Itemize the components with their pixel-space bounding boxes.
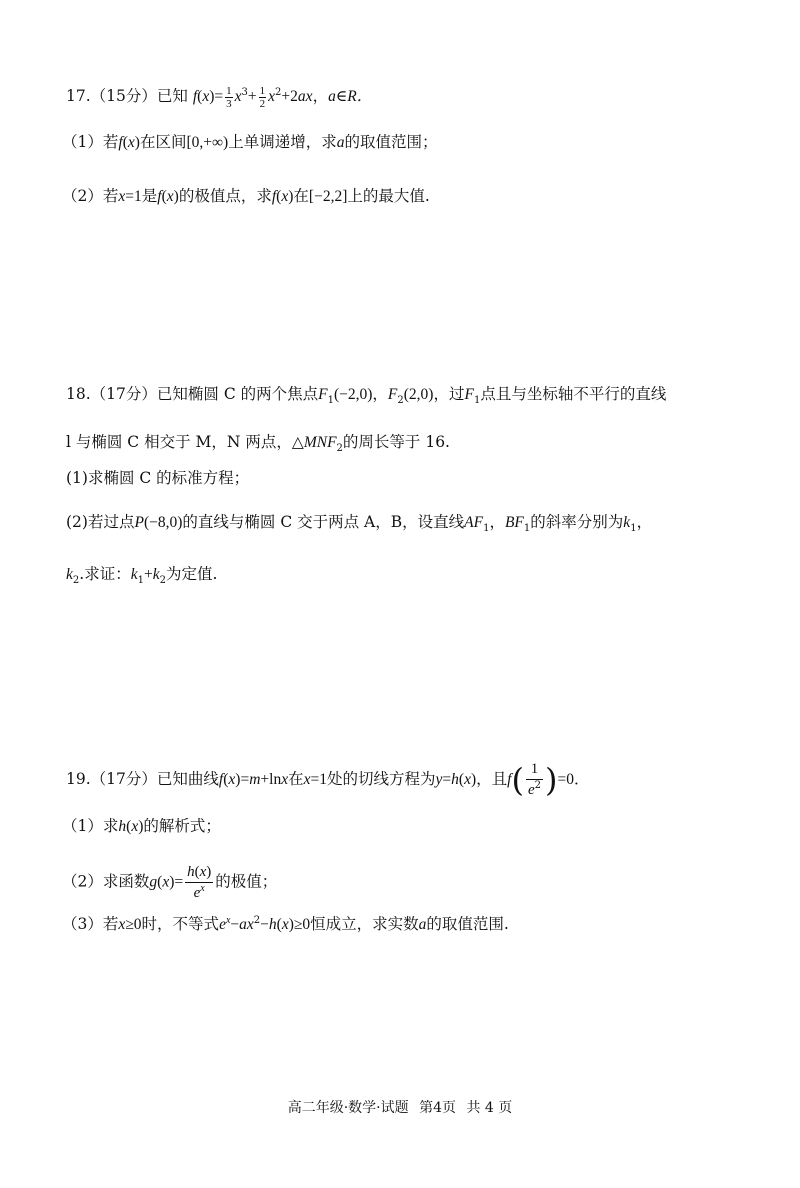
problem-score: （17分） [90,385,157,403]
problem-18-statement: 18.（17分）已知椭圆 C 的两个焦点$F_1(-2,0)$，$F_2(2,0)$，过$F_1$点且与坐标轴不平行的直线 [66,385,667,407]
problem-19-part-1: （1）求h(x)的解析式； [62,817,221,835]
fraction: $\frac{1}{e^2}$ [527,761,541,798]
function-definition: f [192,88,198,105]
problem-18-part-2-cont: $k_2$.求证：$k_1+k_2$为定值. [66,565,218,587]
part-label: (2) [66,513,88,531]
part-label: （2） [62,872,103,891]
problem-number: 19. [66,770,91,788]
footer-grade-subject: 高二年级·数学·试题 [287,1100,409,1116]
part-label: （3） [62,915,103,933]
page-footer [0,1098,800,1118]
problem-17-part-1: （1）若f(x)在区间[0,+∞)上单调递增，求a的取值范围； [62,133,438,151]
fraction: $\frac{1}{3}$ [226,84,232,110]
part-label: （1） [62,817,103,835]
fraction: $\frac{1}{2}$ [259,84,266,110]
problem-19-part-3: （3）若x≥0时，不等式$e^x-ax^2-h(x)\ge 0$恒成立，求实数a的取值范围. [62,914,509,933]
problem-number: 17. [66,87,91,105]
problem-17-part-2: （2）若x=1是f(x)的极值点，求f(x)在[−2,2]上的最大值. [62,187,430,205]
fraction: $\frac{h(x)}{e^x}$ [187,864,212,901]
footer-page-number: 第4页 [419,1100,456,1116]
problem-17-statement: 17.（15分）已知 f(x)= $\frac{1}{3}$ $x^3+$ $\frac{1}{2}$ $x^2+2ax$，a∈R． [66,84,373,110]
problem-score: （15分） [90,87,157,105]
domain-note: a∈R． [328,88,373,105]
problem-18-part-2: (2)若过点P(−8,0)的直线与椭圆 C 交于两点 A，B，设直线$AF_1$，$BF_1$的斜率分别为$k_1$， [66,513,653,535]
footer-total-pages: 共 4 页 [466,1100,513,1116]
part-label: （1） [62,133,103,151]
problem-18-part-1: (1)求椭圆 C 的标准方程； [66,469,250,487]
problem-19-part-2: （2）求函数g(x)= $\frac{h(x)}{e^x}$ 的极值； [62,864,278,901]
problem-19-statement: 19.（17分）已知曲线f(x)=m+lnx在x=1处的切线方程为y=h(x)，且f( $\frac{1}{e^2}$ )=0． [66,761,590,799]
part-label: (1) [66,469,88,487]
problem-score: （17分） [90,770,157,788]
problem-number: 18. [66,385,91,403]
part-label: （2） [62,187,103,205]
problem-18-statement-cont: l 与椭圆 C 相交于 M，N 两点，$\triangle MNF_2$的周长等于 16. [66,433,450,455]
